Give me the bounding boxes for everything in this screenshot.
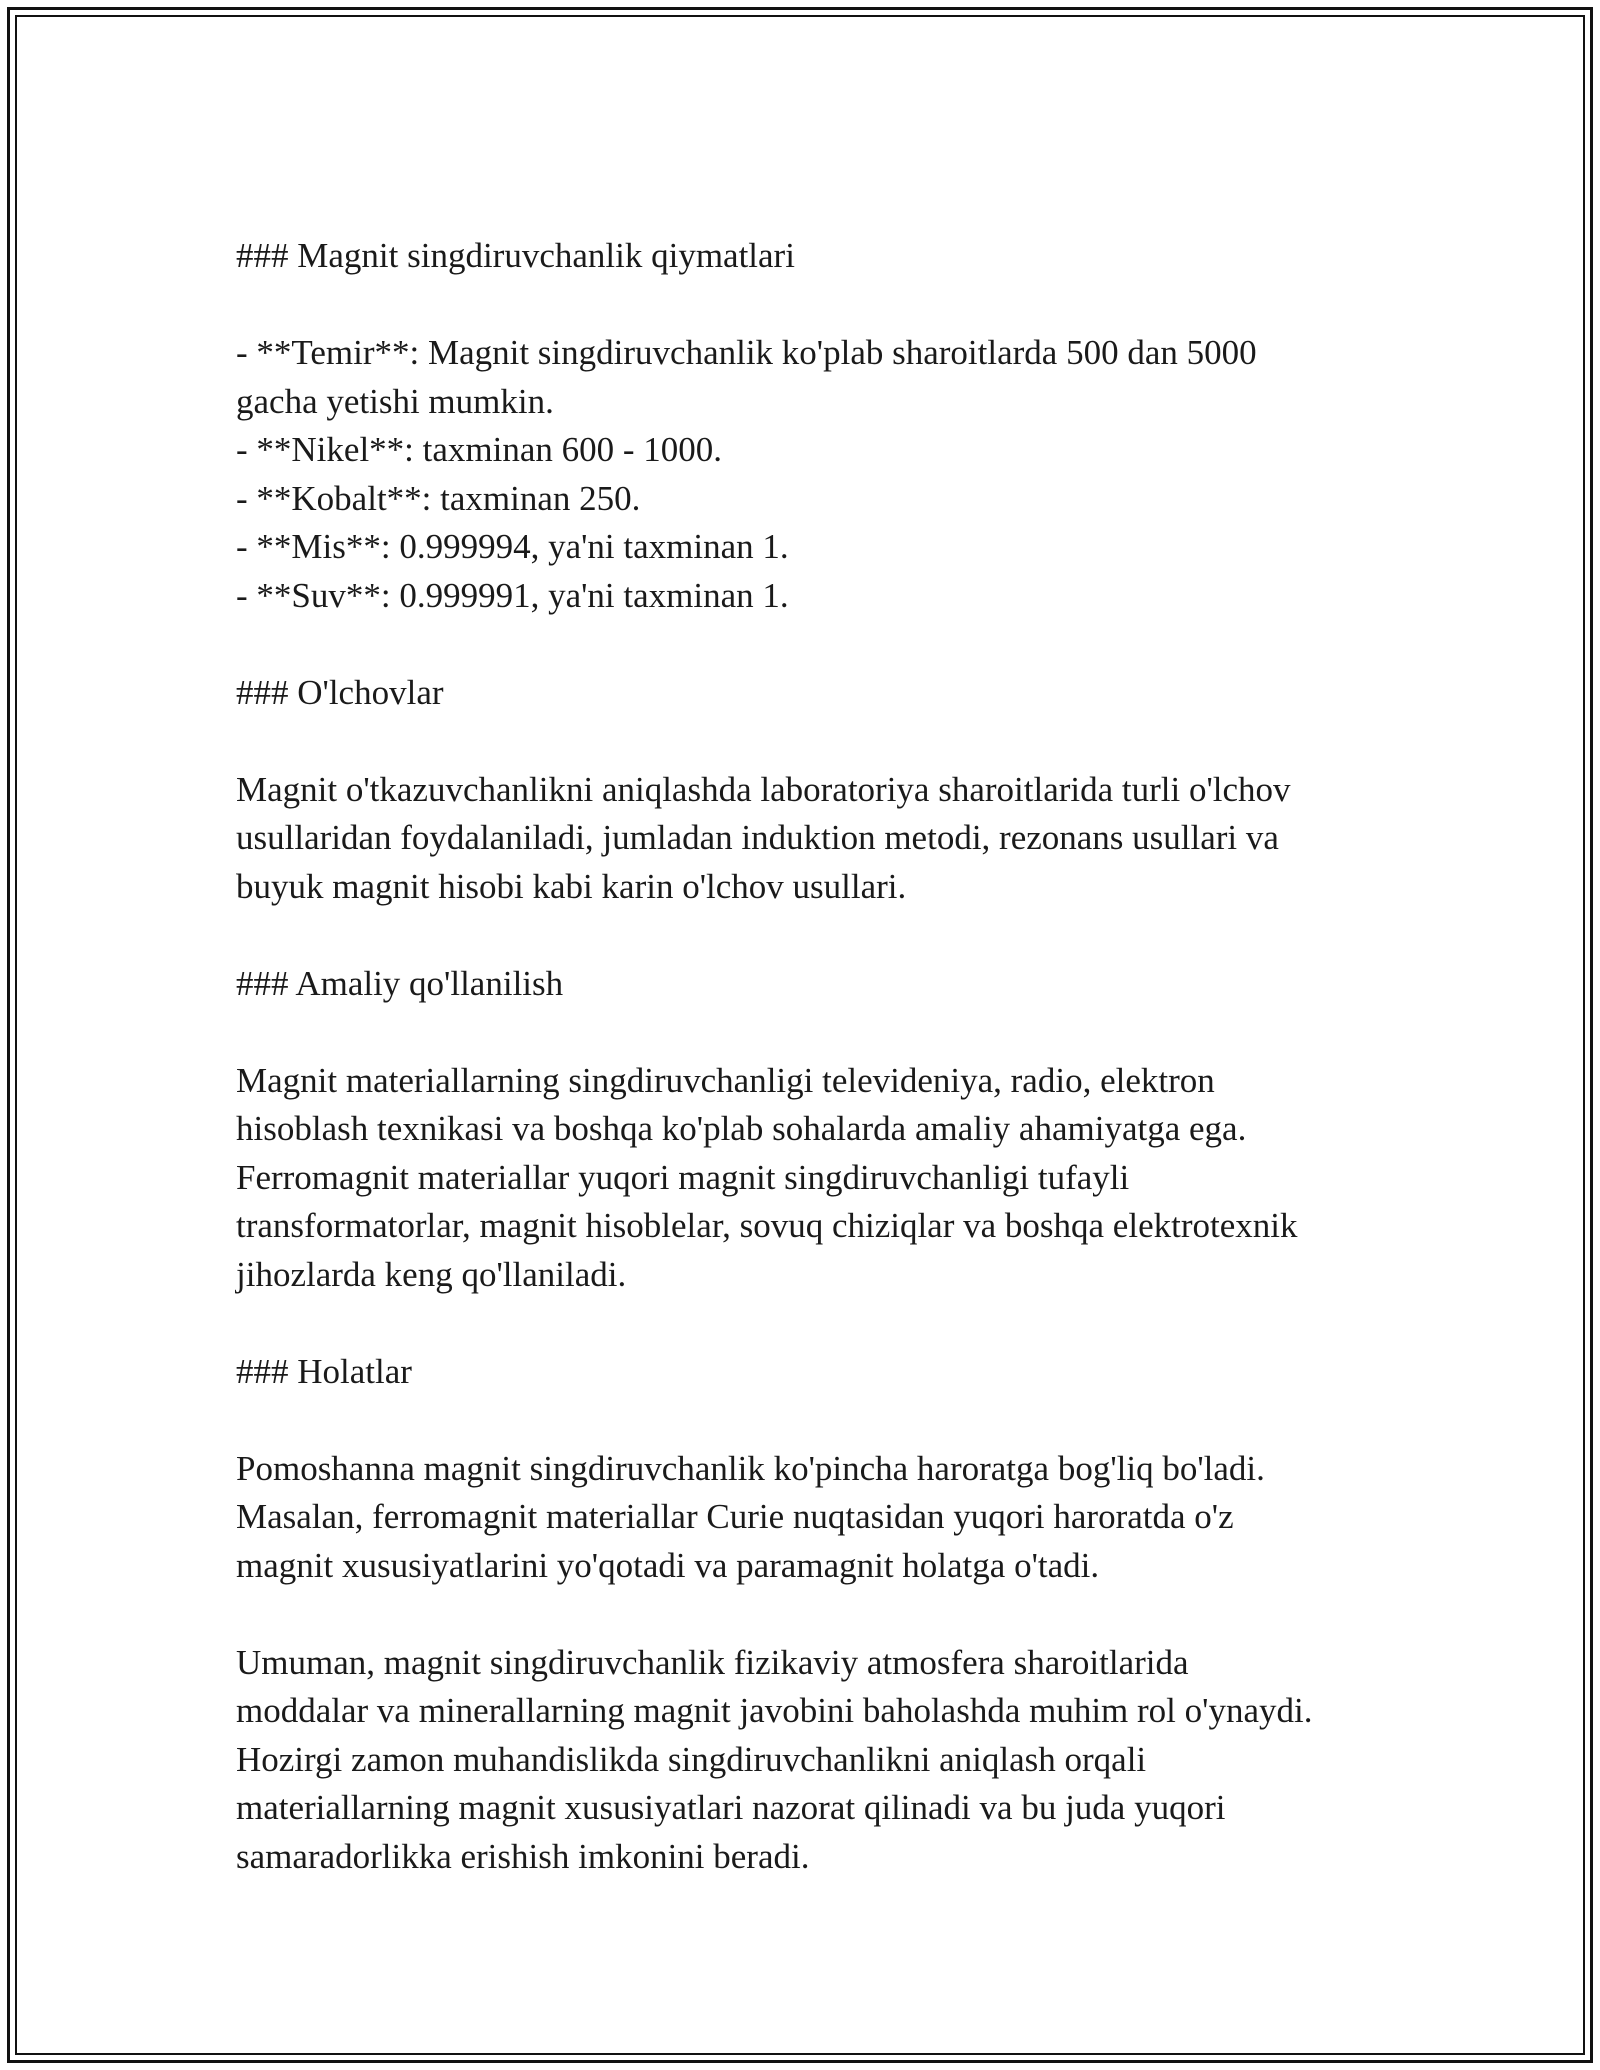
list-item: - **Kobalt**: taxminan 250. (236, 478, 641, 518)
paragraph-line: Umuman, magnit singdiruvchanlik fizikaviy atmosfera sharoitlarida (236, 1642, 1189, 1682)
list-item: - **Temir**: Magnit singdiruvchanlik ko'plab sharoitlarda 500 dan 5000 (236, 333, 1257, 372)
paragraph-line: Pomoshanna magnit singdiruvchanlik ko'pincha haroratga bog'liq bo'ladi. (236, 1448, 1265, 1488)
section-measurements (236, 669, 1386, 912)
paragraph-line: samaradorlikka erishish imkonini beradi. (236, 1836, 810, 1876)
spacer (236, 717, 1386, 766)
list-item: - **Mis**: 0.999994, ya'ni taxminan 1. (236, 527, 789, 566)
section-heading: ### Holatlar (236, 1351, 412, 1391)
section-heading: ### Amaliy qo'llanilish (236, 963, 564, 1003)
spacer (236, 911, 1386, 960)
paragraph-line: buyuk magnit hisobi kabi karin o'lchov usullari. (236, 866, 907, 906)
list-item: - **Nikel**: taxminan 600 - 1000. (236, 430, 723, 469)
paragraph-line: materiallarning magnit xususiyatlari nazorat qilinadi va bu juda yuqori (236, 1788, 1226, 1827)
conclusion-paragraph (236, 1639, 1386, 1882)
paragraph-line: Ferromagnit materiallar yuqori magnit singdiruvchanligi tufayli (236, 1157, 1130, 1197)
spacer (236, 281, 1386, 330)
spacer (236, 620, 1386, 669)
section-states (236, 1348, 1386, 1591)
list-item-continuation: gacha yetishi mumkin. (236, 381, 554, 421)
spacer (236, 1008, 1386, 1057)
paragraph-line: hisoblash texnikasi va boshqa ko'plab sohalarda amaliy ahamiyatga ega. (236, 1109, 1247, 1148)
spacer (236, 1299, 1386, 1348)
paragraph-line: moddalar va minerallarning magnit javobini baholashda muhim rol o'ynaydi. (236, 1691, 1313, 1730)
document-body (236, 232, 1386, 1881)
paragraph-line: transformatorlar, magnit hisoblelar, sovuq chiziqlar va boshqa elektrotexnik (236, 1206, 1298, 1245)
list-item: - **Suv**: 0.999991, ya'ni taxminan 1. (236, 575, 789, 615)
paragraph-line: usullaridan foydalaniladi, jumladan induktion metodi, rezonans usullari va (236, 818, 1279, 857)
section-permeability-values (236, 232, 1386, 620)
paragraph-line: Magnit materiallarning singdiruvchanligi televideniya, radio, elektron (236, 1060, 1215, 1100)
section-heading: ### O'lchovlar (236, 672, 444, 712)
paragraph-line: Masalan, ferromagnit materiallar Curie nuqtasidan yuqori haroratda o'z (236, 1497, 1234, 1536)
paragraph-line: Magnit o'tkazuvchanlikni aniqlashda laboratoriya sharoitlarida turli o'lchov (236, 769, 1291, 809)
spacer (236, 1590, 1386, 1639)
spacer (236, 1396, 1386, 1445)
paragraph-line: Hozirgi zamon muhandislikda singdiruvchanlikni aniqlash orqali (236, 1739, 1147, 1779)
section-practical-applications (236, 960, 1386, 1300)
paragraph-line: magnit xususiyatlarini yo'qotadi va paramagnit holatga o'tadi. (236, 1545, 1100, 1585)
section-heading: ### Magnit singdiruvchanlik qiymatlari (236, 236, 795, 275)
paragraph-line: jihozlarda keng qo'llaniladi. (236, 1254, 627, 1294)
